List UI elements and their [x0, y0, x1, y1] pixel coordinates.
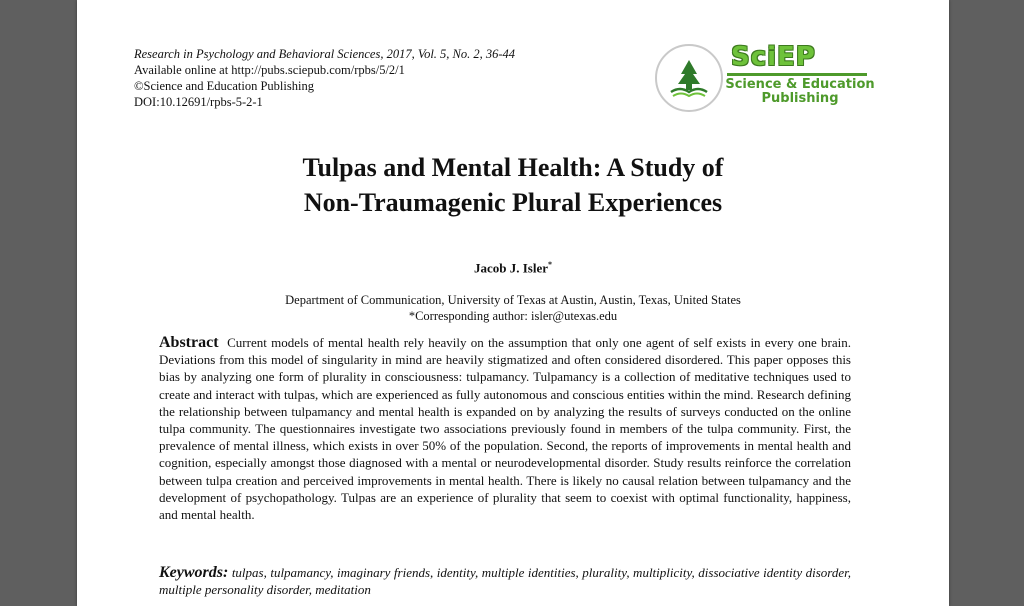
- department-line: Department of Communication, University of Texas at Austin, Austin, Texas, United States: [285, 293, 741, 307]
- author-marker: *: [548, 260, 553, 269]
- abstract-heading: Abstract: [159, 334, 219, 351]
- copyright-line: ©Science and Education Publishing: [134, 79, 314, 93]
- author-name: Jacob J. Isler: [473, 260, 549, 276]
- doi-line: DOI:10.12691/rpbs-5-2-1: [134, 95, 263, 109]
- available-online: Available online at http://pubs.sciepub.com/rpbs/5/2/1: [134, 63, 405, 77]
- pdf-page[interactable]: [77, 0, 949, 606]
- sciep-logo: [655, 44, 875, 114]
- abstract-text: Current models of mental health rely heavily on the assumption that only one agent of self exists in every one brain. Deviations from this model of singularity in mind are heavily stigmatized and often considered disordered. This paper opposes this bias by analyzing one form of plurality in consciousness: tulpamancy. Tulpamancy is a collection of meditative techniques used to create and interact with tulpas, which are experienced as fully autonomous and conscious entities within the mind. Research defining the relationship between tulpamancy and mental health is expanded on by analyzing the results of surveys conducted on the online tulpa community. The questionnaires investigate two associations previously found in members of the tulpa community. First, the prevalence of mental illness, which exists in over 50% of the population. Second, the reports of improvements in mental health and cognition, especially amongst those diagnosed with a mental or neurodevelopmental disorder. Study results reinforce the correlation between tulpa creation and perceived improvements in mental health. There is likely no causal relation between tulpamancy and the development of psychopathology. Tulpas are an experience of plurality that seem to coexist with optimal functionality, happiness, and mental health.: [159, 335, 851, 523]
- journal-metadata: [134, 46, 614, 110]
- logo-divider: [727, 73, 867, 76]
- logo-subtitle: Science & Education Publishing: [725, 77, 875, 106]
- keywords-text: tulpas, tulpamancy, imaginary friends, identity, multiple identities, plurality, multiplicity, dissociative identity disorder, multiple personality disorder, meditation: [159, 565, 851, 597]
- paper-title: Tulpas and Mental Health: A Study of Non-Traumagenic Plural Experiences: [302, 153, 724, 217]
- keywords-section: [159, 564, 851, 598]
- logo-wordmark: SciEP: [731, 42, 816, 72]
- affiliation-block: [77, 292, 949, 324]
- corresponding-author: *Corresponding author: isler@utexas.edu: [408, 309, 618, 323]
- tree-book-icon: [655, 44, 723, 112]
- journal-citation: Research in Psychology and Behavioral Sciences, 2017, Vol. 5, No. 2, 36-44: [134, 47, 516, 61]
- keywords-heading: Keywords:: [159, 564, 229, 581]
- abstract-section: [159, 334, 851, 523]
- author-line: [77, 260, 949, 276]
